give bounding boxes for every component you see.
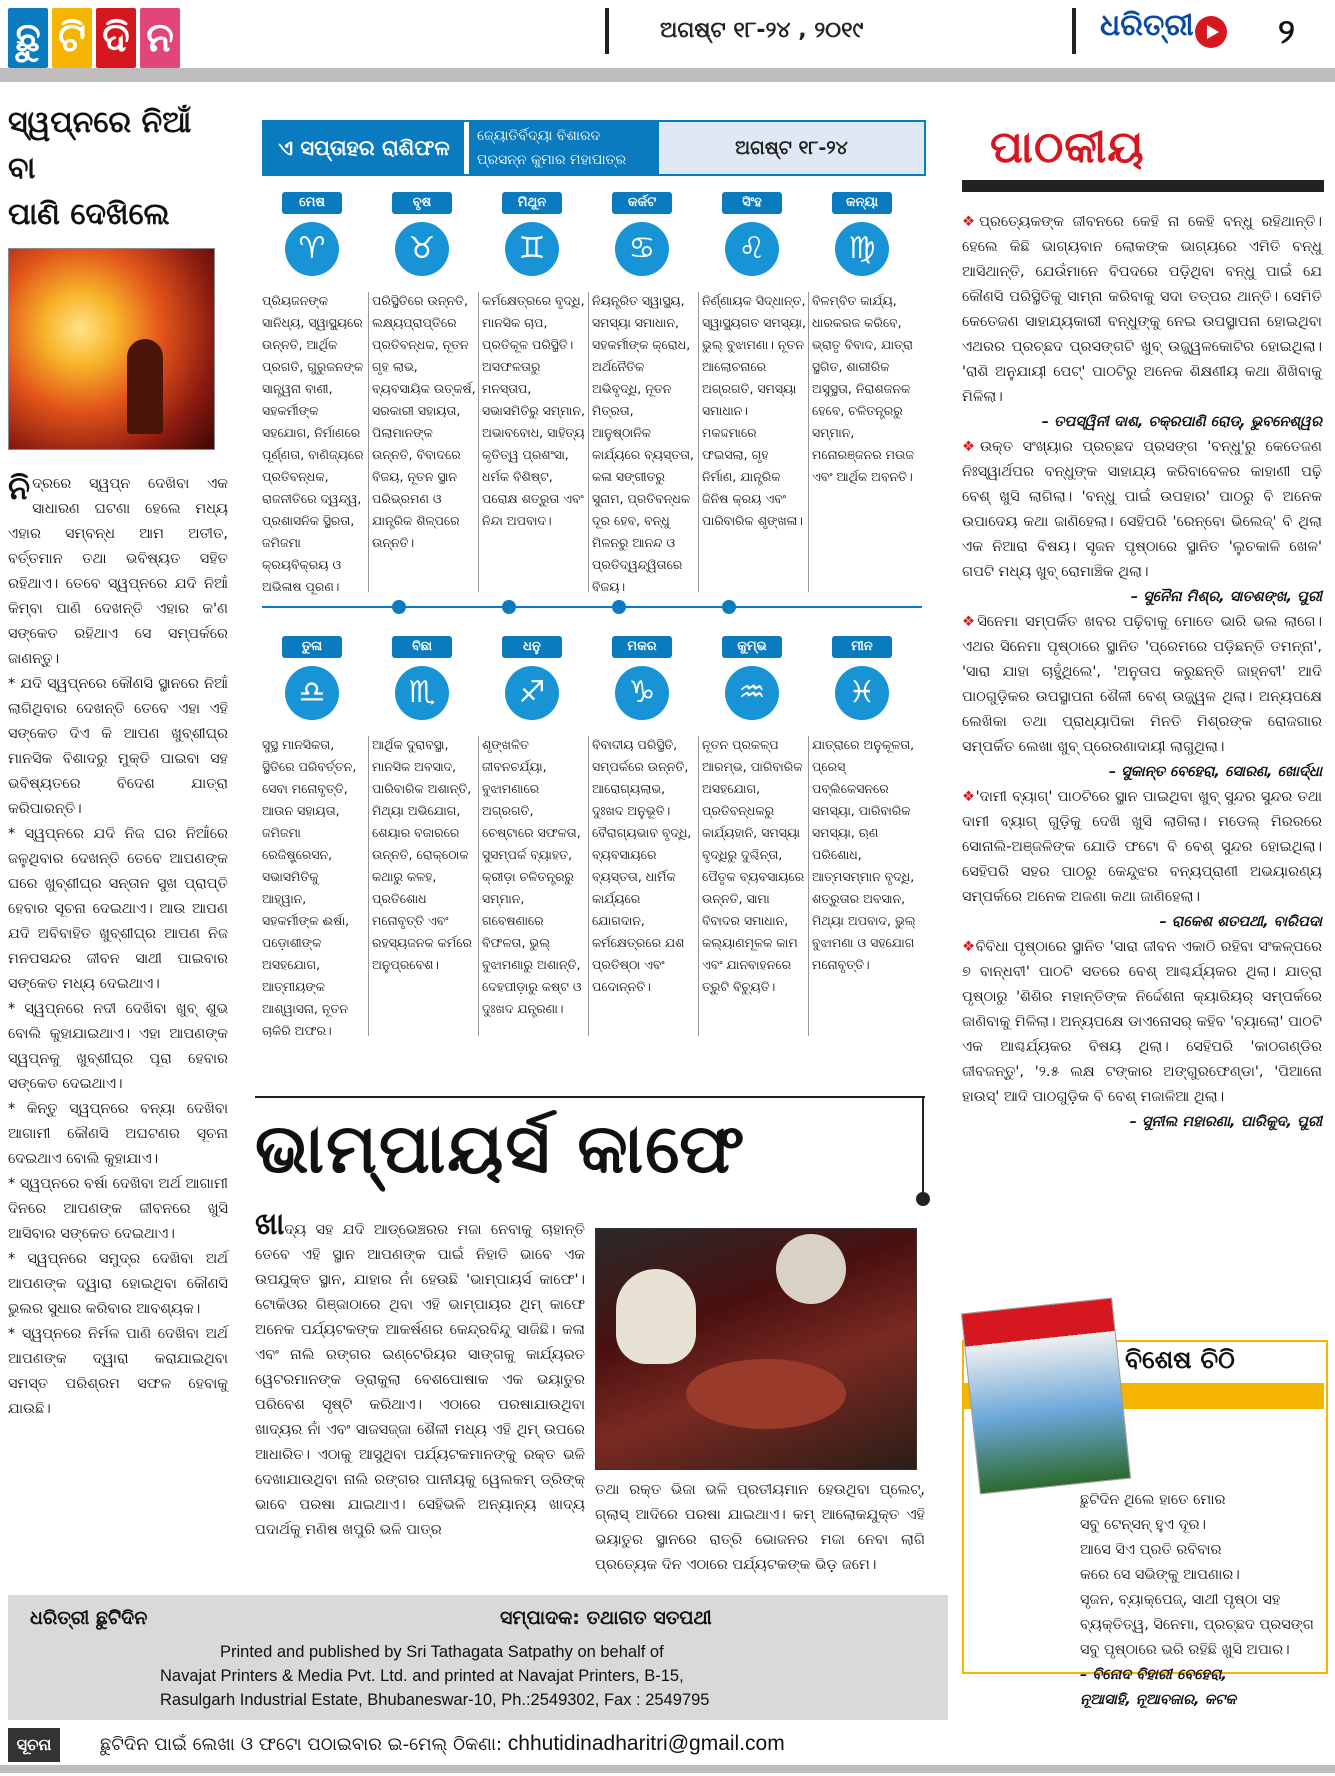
poem-line: କରେ ସେ ସଭିଙ୍କୁ ଆପଣାର। bbox=[1080, 1567, 1240, 1583]
zodiac-symbol-icon: ♍ bbox=[835, 222, 889, 276]
divider bbox=[255, 1096, 925, 1098]
notice-label: ସୂଚନା bbox=[8, 1728, 60, 1762]
letter-signature: – ତପସ୍ୱିନୀ ଦାଶ, ଚକ୍ରପାଣି ରୋଡ୍, ଭୁବନେଶ୍ୱର bbox=[1041, 414, 1322, 430]
zodiac-name: ମୀନ bbox=[832, 636, 892, 658]
letter-item: ❖ବିବିଧା ପୃଷ୍ଠାରେ ସ୍ଥାନିତ 'ସାରା ଜୀବନ ଏକାଠି ରହିବା ସଂକଳ୍ପରେ ୭ ବାନ୍ଧବୀ' ପାଠଟି ସତରେ ବେଶ୍ ଆଶ୍ଚର୍ଯ୍ୟକର ଥିଲା। ଯାତ୍ରା ପୃଷ୍ଠାରୁ 'ଶିଶିର ମହାନ୍ତିଙ୍କ ନିର୍ଦ୍ଦେଶନା କ୍ୟାରିୟର୍ ସମ୍ପର୍କରେ ଜାଣିବାକୁ ମିଳିଲା। ଅନ୍ୟପକ୍ଷେ ଡାଏନୋସର୍ କହିବ 'ବ୍ୟାଲୋ' ପାଠଟି ଏକ ଆଶ୍ଚର୍ଯ୍ୟକର ବିଷୟ ଥିଲା। ସେହିପରି 'କାଠଗଣ୍ଡିର ଜୀବଜନ୍ତୁ', '୨.୫ ଲକ୍ଷ ଟଙ୍କାର ଅଙ୍ଗୁରଫେଣ୍ଡା', 'ପିଆନୋ ହାଉସ୍' ଆଦି ପାଠଗୁଡ଼ିକ ବି ବେଶ୍ ମଜାଳିଆ ଥିଲା। – ସୁନୀଲ ମହାରଣା, ପାରିକୁଦ, ପୁରୀ bbox=[962, 935, 1322, 1135]
zodiac-forecast: ବିବାଦୀୟ ପରିସ୍ଥିତି, ସମ୍ପର୍କରେ ଉନ୍ନତି, ଆରୋଗ୍ୟଲାଭ, ଦୁଃଖଦ ଅନୁଭୂତି। ବୈରାଗ୍ୟଭାବ ବୃଦ୍ଧି, ବ୍ୟବସାୟରେ ବ୍ୟସ୍ତତା, ଧାର୍ମିକ କାର୍ଯ୍ୟରେ ଯୋଗଦାନ, କର୍ମକ୍ଷେତ୍ରରେ ଯଶ ପ୍ରତିଷ୍ଠା ଏବଂ ପଦୋନ୍ନତି। bbox=[592, 737, 692, 994]
dropcap: ନି bbox=[8, 469, 31, 507]
zodiac-forecast: ପରିସ୍ଥିତିରେ ଉନ୍ନତି, ଲକ୍ଷ୍ୟପ୍ରାପ୍ତିରେ ପ୍ରତିବନ୍ଧକ, ନୂତନ ଗୃହ ଲାଭ, ବ୍ୟବସାୟିକ ଉତ୍କର୍ଷ, ସରକାରୀ ସହାୟତା, ପିଲାମାନଙ୍କ ଉନ୍ନତି, ବିବାଦରେ ବିଜୟ, ନୂତନ ସ୍ଥାନ ପରିଭ୍ରମଣ ଓ ଯାନ୍ତ୍ରିକ ଶିଳ୍ପରେ ଉନ୍ନତି। bbox=[372, 293, 476, 550]
horoscope-author bbox=[469, 122, 659, 174]
letter-item: ❖ସିନେମା ସମ୍ପର୍କିତ ଖବର ପଢ଼ିବାକୁ ମୋତେ ଭାରି ଭଲ ଲାଗେ। ଏଥର ସିନେମା ପୃଷ୍ଠାରେ ସ୍ଥାନିତ 'ପ୍ରେମରେ ପଡ଼ିଛନ୍ତି ତମନ୍ନା', 'ସାରା ଯାହା ଚାହୁଁଥିଲେ', 'ଅନୁତାପ କରୁଛନ୍ତି ଜାହ୍ନବୀ' ଆଦି ପାଠଗୁଡ଼ିକର ଉପସ୍ଥାପନା ଶୈଳୀ ବେଶ୍ ଉଜ୍ଜ୍ୱଳ ଥିଲା। ଅନ୍ୟପକ୍ଷେ ଲେଖିକା ତଥା ପ୍ରାଧ୍ୟାପିକା ମିନତି ମିଶ୍ରଙ୍କ ରୋଜଗାର ସମ୍ପର୍କିତ ଲେଖା ଖୁବ୍ ପ୍ରେରଣାଦାୟୀ ଲାଗୁଥିଲା। – ସୁକାନ୍ତ ବେହେରା, ସୋରଣ, ଖୋର୍ଦ୍ଧା bbox=[962, 610, 1322, 785]
paragraph: * ସ୍ୱପ୍ନରେ ବର୍ଷା ଦେଖିବା ଅର୍ଥ ଆଗାମୀ ଦିନରେ ଆପଣଙ୍କ ଜୀବନରେ ଖୁସି ଆସିବାର ସଙ୍କେତ ଦେଇଥାଏ। bbox=[8, 1176, 228, 1242]
zodiac-symbol-icon: ♋ bbox=[615, 222, 669, 276]
zodiac-name: ବୃଷ bbox=[392, 192, 452, 214]
magazine-cover-image bbox=[961, 1298, 1131, 1495]
poem-signature: – ବିନୋଦ ବିହାରୀ ବେହେରା, bbox=[1080, 1667, 1227, 1683]
special-letter-poem bbox=[1080, 1488, 1320, 1713]
section-rule bbox=[962, 180, 1324, 192]
divider bbox=[605, 8, 609, 54]
issue-date: ଅଗଷ୍ଟ ୧୮-୨୪ , ୨୦୧୯ bbox=[660, 18, 864, 43]
notice-text: ଛୁଟିଦିନ ପାଇଁ ଲେଖା ଓ ଫଟୋ ପଠାଇବାର ଇ-ମେଲ୍ ଠିକଣା: chhutidinadharitri@gmail.com bbox=[100, 1732, 785, 1755]
horoscope-title: ଏ ସପ୍ତାହର ରାଶିଫଳ bbox=[264, 122, 464, 174]
diamond-bullet-icon: ❖ bbox=[962, 789, 976, 805]
imprint-line: Printed and published by Sri Tathagata Satpathy on behalf of bbox=[220, 1643, 664, 1661]
brand-logo: ଧରିତ୍ରୀ bbox=[1100, 8, 1194, 43]
zodiac-forecast: ବିଳମ୍ବିତ କାର୍ଯ୍ୟ, ଧାରକରଜ କରିବେ, ଭ୍ରାତୃ ବିବାଦ, ଯାତ୍ରା ସ୍ଥଗିତ, ଶାରୀରିକ ଅସୁସ୍ଥତା, ନିରାଶଜନକ ହେବେ, ଚଳିତନ୍ତ୍ରରୁ ସମ୍ମାନ, ମନୋରଞ୍ଜନର ମଉଜ ଏବଂ ଆର୍ଥିକ ଅବନତି। bbox=[812, 293, 915, 484]
letter-signature: – ସୁକାନ୍ତ ବେହେରା, ସୋରଣ, ଖୋର୍ଦ୍ଧା bbox=[1108, 764, 1322, 780]
author-line: ଜ୍ୟୋତିର୍ବିଦ୍ୟା ବିଶାରଦ bbox=[477, 128, 601, 144]
imprint-title: ଧରିତ୍ରୀ ଛୁଟିଦିନ bbox=[30, 1607, 148, 1629]
column-divider bbox=[588, 736, 589, 1036]
zodiac-symbol-icon: ♈ bbox=[285, 222, 339, 276]
separator-dot bbox=[502, 600, 516, 614]
article-body bbox=[8, 469, 228, 1422]
skull-shape bbox=[776, 1234, 846, 1304]
column-divider bbox=[368, 736, 369, 1036]
fire-figure-illustration bbox=[8, 248, 215, 450]
zodiac-name: ମେଷ bbox=[282, 192, 342, 214]
imprint-line: Navajat Printers & Media Pvt. Ltd. and printed at Navajat Printers, B-15, bbox=[160, 1667, 684, 1685]
horoscope-date: ଅଗଷ୍ଟ ୧୮-୨୪ bbox=[659, 122, 924, 174]
dropcap: ଖା bbox=[255, 1207, 285, 1242]
divider bbox=[922, 1096, 924, 1196]
zodiac-symbol-icon: ♓ bbox=[835, 666, 889, 720]
column-divider bbox=[698, 292, 699, 592]
letters-title: ପାଠକୀୟ bbox=[990, 122, 1145, 173]
zodiac-name: କନ୍ୟା bbox=[832, 192, 892, 214]
paragraph: * ଯଦି ସ୍ୱପ୍ନରେ କୌଣସି ସ୍ଥାନରେ ନିଆଁ ଲାଗିଥିବାର ଦେଖନ୍ତି ତେବେ ଏହା ଏହି ସଙ୍କେତ ଦିଏ କି ଆପଣ ଖୁବ୍‌ଶୀଘ୍ର ମାନସିକ ବିଶାଦରୁ ମୁକ୍ତି ପାଇବା ସହ ଭବିଷ୍ୟତରେ ବିଦେଶ ଯାତ୍ରା କରିପାରନ୍ତି। bbox=[8, 676, 228, 817]
zodiac-symbol-icon: ♐ bbox=[505, 666, 559, 720]
separator-dot bbox=[612, 600, 626, 614]
letter-signature: – ରାକେଶ ଶତପଥୀ, ବାରିପଦା bbox=[1159, 914, 1322, 930]
poem-line: ସୃଜନ, ବ୍ୟାକ୍‌ପେଜ୍, ସାଥୀ ପୃଷ୍ଠା ସହ bbox=[1080, 1592, 1281, 1608]
special-letter-title: ବିଶେଷ ଚିଠି bbox=[1125, 1345, 1235, 1374]
logo-letter: ଛୁ bbox=[8, 8, 48, 68]
logo-letter: ନ bbox=[140, 8, 180, 68]
column-divider bbox=[478, 292, 479, 592]
paragraph: * ସ୍ୱପ୍ନରେ ନଦୀ ଦେଖିବା ଖୁବ୍ ଶୁଭ ବୋଲି କୁହାଯାଇଥାଏ। ଏହା ଆପଣଙ୍କ ସ୍ୱପ୍ନକୁ ଖୁବ୍‌ଶୀଘ୍ର ପୂରା ହେବାର ସଙ୍କେତ ଦେଇଥାଏ। bbox=[8, 1001, 228, 1092]
skull-shape bbox=[616, 1269, 696, 1364]
food-plate bbox=[686, 1359, 846, 1429]
zodiac-name: ସିଂହ bbox=[722, 192, 782, 214]
paragraph: * ସ୍ୱପ୍ନରେ ନିର୍ମଳ ପାଣି ଦେଖିବା ଅର୍ଥ ଆପଣଙ୍କ ଦ୍ୱାରା କରାଯାଇଥିବା ସମସ୍ତ ପରିଶ୍ରମ ସଫଳ ହେବାକୁ ଯାଉଛି। bbox=[8, 1326, 228, 1417]
zodiac-symbol-icon: ♊ bbox=[505, 222, 559, 276]
zodiac-symbol-icon: ♎ bbox=[285, 666, 339, 720]
paragraph: * କିନ୍ତୁ ସ୍ୱପ୍ନରେ ବନ୍ୟା ଦେଖିବା ଆଗାମୀ କୌଣସି ଅଘଟଣର ସୂଚନା ଦେଇଥାଏ ବୋଲି କୁହାଯାଏ। bbox=[8, 1101, 228, 1167]
diamond-bullet-icon: ❖ bbox=[962, 614, 978, 630]
letter-signature: – ସୁନୀଲ ମହାରଣା, ପାରିକୁଦ, ପୁରୀ bbox=[1129, 1114, 1322, 1130]
poem-line: ସବୁ ପୃଷ୍ଠାରେ ଭରି ରହିଛି ଖୁସି ଅପାର। bbox=[1080, 1642, 1290, 1658]
zodiac-forecast: ଆର୍ଥିକ ଦୁରାବସ୍ଥା, ମାନସିକ ଅବସାଦ, ପାରିବାରିକ ଅଶାନ୍ତି, ମିଥ୍ୟା ଅଭିଯୋଗ, ଶେୟାର ବଜାରରେ ଉନ୍ନତି, ରୋକ୍‌ଠୋକ କଥାରୁ କଳହ, ପ୍ରତିଶୋଧ ମନୋବୃତ୍ତି ଏବଂ ରହସ୍ୟଜନକ କର୍ମରେ ଅନୁପ୍ରବେଶ। bbox=[372, 737, 473, 972]
letter-item: ❖ପ୍ରତ୍ୟେକଙ୍କ ଜୀବନରେ କେହି ନା କେହି ବନ୍ଧୁ ରହିଥାନ୍ତି। ହେଲେ କିଛି ଭାଗ୍ୟବାନ ଲୋକଙ୍କ ଭାଗ୍ୟରେ ଏମିତି ବନ୍ଧୁ ଆସିଥାନ୍ତି, ଯେଉଁମାନେ ବିପଦରେ ପଡ଼ିଥିବା ବନ୍ଧୁ ପାଇଁ ଯେ କୌଣସି ପରିସ୍ଥିତିକୁ ସାମ୍ନା କରିବାକୁ ସଦା ତତ୍ପର ଥାନ୍ତି। ସେମିତି କେତେଜଣ ସାହାଯ୍ୟକାରୀ ବନ୍ଧୁଙ୍କୁ ନେଇ ଉପସ୍ଥାପନା ହୋଇଥିବା ଏଥରର ପ୍ରଚ୍ଛଦ ପ୍ରସଙ୍ଗଟି ଖୁବ୍ ଉଜ୍ଜ୍ୱଳକୋଟିର ହୋଇଥିଲା। 'ରାଶି ଅନୁଯାୟୀ ପେଟ୍' ପାଠଟିରୁ ଅନେକ ଶିକ୍ଷଣୀୟ କଥା ଶିଖିବାକୁ ମିଳିଲା। – ତପସ୍ୱିନୀ ଦାଶ, ଚକ୍ରପାଣି ରୋଡ୍, ଭୁବନେଶ୍ୱର bbox=[962, 210, 1322, 435]
poem-signature: ନୂଆସାହି, ନୂଆବଜାର, କଟକ bbox=[1080, 1692, 1237, 1708]
imprint-editor: ସମ୍ପାଦକ: ତଥାଗତ ସତପଥୀ bbox=[500, 1607, 712, 1629]
dream-article bbox=[8, 100, 228, 1575]
bullet-dot bbox=[916, 1192, 930, 1206]
column-divider bbox=[808, 292, 809, 592]
zodiac-name: ମକର bbox=[612, 636, 672, 658]
zodiac-symbol-icon: ♏ bbox=[395, 666, 449, 720]
zodiac-forecast: ନୂତନ ପ୍ରକଳ୍ପ ଆରମ୍ଭ, ପାରିବାରିକ ଅସହଯୋଗ, ପ୍ରତିବନ୍ଧକରୁ କାର୍ଯ୍ୟହାନି, ସମସ୍ୟା ବୃଦ୍ଧିରୁ ଦୁଶ୍ଚିନ୍ତା, ପୈତୃକ ବ୍ୟବସାୟରେ ଉନ୍ନତି, ସାମା ବିବାଦର ସମାଧାନ, କଲ୍ୟାଣମୂଳକ କାମ ଏବଂ ଯାନବାହନରେ ତ୍ରୁଟି ବିଚ୍ୟୁତି। bbox=[702, 737, 805, 994]
logo-letter: ଟି bbox=[52, 8, 92, 68]
logo-letter: ଦି bbox=[96, 8, 136, 68]
cafe-body: ତଥା ରକ୍ତ ଭିଜା ଭଳି ପ୍ରତୀୟମାନ ହେଉଥିବା ପ୍ଲେଟ୍, ଗ୍ଲାସ୍ ଆଦିରେ ପରଷା ଯାଇଥାଏ। କମ୍ ଆଲୋକଯୁକ୍ତ ଏହି ଭୟାତୁର ସ୍ଥାନରେ ରାତ୍ରି ଭୋଜନର ମଜା ନେବା ଲାଗି ପ୍ରତ୍ୟେକ ଦିନ ଏଠାରେ ପର୍ଯ୍ୟଟକଙ୍କ ଭିଡ଼ ଜମେ। bbox=[595, 1482, 925, 1573]
zodiac-forecast: ସୁସ୍ଥ ମାନସିକତା, ସ୍ଥିତିରେ ପରିବର୍ତ୍ତନ, ସେବା ମନୋବୃତ୍ତି, ଆଉନ ସହାୟତା, ଜମିଜମା ରେଜିଷ୍ଟ୍ରେସନ, ସଭାସମିତିକୁ ଆହ୍ୱାନ, ସହକର୍ମୀଙ୍କ ଈର୍ଷା, ପଡ଼ୋଶୀଙ୍କ ଅସହଯୋଗ, ଆତ୍ମୀୟଙ୍କ ଆଶ୍ୱାସନା, ନୂତନ ଚାକିରି ଅଫର। bbox=[262, 737, 357, 1038]
zodiac-forecast: ଶୃଙ୍ଖଳିତ ଜୀବନଚର୍ଯ୍ୟା, ବୁଝାମଣାରେ ଅଗ୍ରଗତି, ଚେଷ୍ଟାରେ ସଫଳତା, ସୁସମ୍ପର୍କ ବ୍ୟାହତ, କ୍ରୀଡ଼ା ଚଳିତନ୍ତ୍ରରୁ ସମ୍ମାନ, ଗବେଷଣାରେ ବିଫଳତା, ଭୁଲ୍ ବୁଝାମଣାରୁ ଅଶାନ୍ତି, ଦେହପୀଡ଼ାରୁ କଷ୍ଟ ଓ ଦୁଃଖଦ ଯନ୍ତ୍ରଣା। bbox=[482, 737, 582, 1016]
zodiac-forecast: ପ୍ରିୟଜନଙ୍କ ସାନିଧ୍ୟ, ସ୍ୱାସ୍ଥ୍ୟରେ ଉନ୍ନତି, ଆର୍ଥିକ ପ୍ରଗତି, ଗୁରୁଜନଙ୍କ ସାନ୍ତ୍ୱନା ବାଣୀ, ସହକର୍ମୀଙ୍କ ସହଯୋଗ, ନିର୍ମାଣରେ ପୂର୍ଣ୍ଣତା, ବାଣିଜ୍ୟରେ ପ୍ରତିବନ୍ଧକ, ରାଜନୀତିରେ ଦ୍ୱନ୍ଦ୍ୱ, ପ୍ରଶାସନିକ ସ୍ଥିରତା, ଜମିଜମା କ୍ରୟବିକ୍ରୟ ଓ ଅଭିଳାଷ ପୂରଣ। bbox=[262, 293, 364, 594]
email-link[interactable]: chhutidinadharitri@gmail.com bbox=[507, 1732, 785, 1755]
cafe-body: ଖାଦ୍ୟ ସହ ଯଦି ଆଡ୍‌ଭେଞ୍ଚରର ମଜା ନେବାକୁ ଚାହାନ୍ତି ତେବେ ଏହି ସ୍ଥାନ ଆପଣଙ୍କ ପାଇଁ ନିହାତି ଭାବେ ଏକ ଉପଯୁକ୍ତ ସ୍ଥାନ, ଯାହାର ନାଁ ହେଉଛି 'ଭାମ୍ପାୟର୍ସ କାଫେ'। ଟୋକିଓର ଗିଞ୍ଜାଠାରେ ଥିବା ଏହି ଭାମ୍ପାୟର ଥିମ୍ କାଫେ ଅନେକ ପର୍ଯ୍ୟଟକଙ୍କ ଆକର୍ଷଣର କେନ୍ଦ୍ରବିନ୍ଦୁ ସାଜିଛି। କଳା ଏବଂ ନାଲି ରଙ୍ଗର ଇଣ୍ଟେରିୟର ସାଙ୍ଗକୁ କାର୍ଯ୍ୟରତ ୱେଟରମାନଙ୍କ ଡ୍ରାକୁଲା ବେଶପୋଷାକ ଏକ ଭୟାତୁର ପରିବେଶ ସୃଷ୍ଟି କରିଥାଏ। ଏଠାରେ ପରଷାଯାଉଥିବା ଖାଦ୍ୟର ନାଁ ଏବଂ ସାଜସଜ୍ଜା ଶୈଳୀ ମଧ୍ୟ ଏହି ଥିମ୍ ଉପରେ ଆଧାରିତ। ଏଠାକୁ ଆସୁଥିବା ପର୍ଯ୍ୟଟକମାନଙ୍କୁ ରକ୍ତ ଭଳି ଦେଖାଯାଉଥିବା ନାଲି ରଙ୍ଗର ପାନୀୟକୁ ୱେଲକମ୍ ଡ୍ରିଙ୍କ୍ ଭାବେ ପରଷା ଯାଇଥାଏ। ସେହିଭଳି ଅନ୍ୟାନ୍ୟ ଖାଦ୍ୟ ପଦାର୍ଥକୁ ମଣିଷ ଖପୁରି ଭଳି ପାତ୍ର bbox=[255, 1207, 585, 1538]
top-rule bbox=[0, 68, 1335, 82]
separator-dot bbox=[722, 600, 736, 614]
headline-line: ପାଣି ଦେଖିଲେ bbox=[8, 197, 170, 232]
zodiac-name: କର୍କଟ bbox=[612, 192, 672, 214]
zodiac-symbol-icon: ♌ bbox=[725, 222, 779, 276]
zodiac-forecast: ନିର୍ଣ୍ଣାୟକ ସିଦ୍ଧାନ୍ତ, ସ୍ୱାସ୍ଥ୍ୟଗତ ସମସ୍ୟା, ଭୁଲ୍ ବୁଝାମଣା। ନୂତନ ଆଲୋଚନାରେ ଅଗ୍ରଗତି, ସମସ୍ୟା ସମାଧାନ। ମକଦ୍ଦମାରେ ଫଇସଲା, ଗୃହ ନିର୍ମାଣ, ଯାନ୍ତ୍ରିକ ଜିନିଷ କ୍ରୟ ଏବଂ ପାରିବାରିକ ଶୃଙ୍ଖଳା। bbox=[702, 293, 806, 528]
poem-line: ଛୁଟିଦିନ ଥିଲେ ହାତେ ମୋର bbox=[1080, 1492, 1226, 1508]
zodiac-name: ମିଥୁନ bbox=[502, 192, 562, 214]
paragraph: ନିଦ୍ରରେ ସ୍ୱପ୍ନ ଦେଖିବା ଏକ ସାଧାରଣ ଘଟଣା ହେଲେ ମଧ୍ୟ ଏହାର ସମ୍ବନ୍ଧ ଆମ ଅତୀତ, ବର୍ତ୍ତମାନ ତଥା ଭବିଷ୍ୟତ ସହିତ ରହିଥାଏ। ତେବେ ସ୍ୱପ୍ନରେ ଯଦି ନିଆଁ କିମ୍ବା ପାଣି ଦେଖନ୍ତି ଏହାର କ'ଣ ସଙ୍କେତ ରହିଥାଏ ସେ ସମ୍ପର୍କରେ ଜାଣନ୍ତୁ। bbox=[8, 469, 228, 667]
diamond-bullet-icon: ❖ bbox=[962, 214, 980, 230]
headline-line: ସ୍ୱପ୍ନରେ ନିଆଁ ବା bbox=[8, 105, 192, 186]
column-divider bbox=[478, 736, 479, 1036]
paragraph: * ସ୍ୱପ୍ନରେ ସମୁଦ୍ର ଦେଖିବା ଅର୍ଥ ଆପଣଙ୍କ ଦ୍ୱାରା ହୋଇଥିବା କୌଣସି ଭୁଲର ସୁଧାର କରିବାର ଆବଶ୍ୟକ। bbox=[8, 1251, 228, 1317]
zodiac-forecast: ନିୟନ୍ତ୍ରିତ ସ୍ୱାସ୍ଥ୍ୟ, ସମସ୍ୟା ସମାଧାନ, ସହକର୍ମୀଙ୍କ କ୍ରୋଧ, ଅର୍ଥନୈତିକ ଅଭିବୃଦ୍ଧି, ନୂତନ ମିତ୍ରତା, ଆନୁଷ୍ଠାନିକ କାର୍ଯ୍ୟରେ ବ୍ୟସ୍ତତା, କଳା ସଙ୍ଗୀତରୁ ସୁନାମ, ପ୍ରତିବନ୍ଧକ ଦୂର ହେବ, ବନ୍ଧୁ ମିଳନରୁ ଆନନ୍ଦ ଓ ପ୍ରତିଦ୍ୱନ୍ଦ୍ୱିତାରେ ବିଜୟ। bbox=[592, 293, 695, 594]
zodiac-name: କୁମ୍ଭ bbox=[722, 636, 782, 658]
zodiac-symbol-icon: ♉ bbox=[395, 222, 449, 276]
poem-line: ସବୁ ଟେନ୍‌ସନ୍ ହୁଏ ଦୂର। bbox=[1080, 1517, 1207, 1533]
divider bbox=[1072, 8, 1076, 54]
diamond-bullet-icon: ❖ bbox=[962, 939, 976, 955]
zodiac-name: ତୁଳା bbox=[282, 636, 342, 658]
imprint-text bbox=[160, 1640, 800, 1712]
letter-item: ❖'ଦାମୀ ବ୍ୟାଗ୍' ପାଠଟିରେ ସ୍ଥାନ ପାଇଥିବା ଖୁବ୍ ସୁନ୍ଦର ସୁନ୍ଦର ତଥା ଦାମୀ ବ୍ୟାଗ୍ ଗୁଡ଼ିକୁ ଦେଖି ଖୁସି ଲାଗିଲା। ମଡେଲ୍ ମିରରରେ ସୋନାଲି-ଅଞ୍ଜଳିଙ୍କ ଯୋଡି ଫଟୋ ବି ବେଶ୍ ସୁନ୍ଦର ହୋଇଥିଲା। ସେହିପରି ସହର ପାଠରୁ କେନ୍ଦୁଝର ବନ୍ୟପ୍ରାଣୀ ଅଭୟାରଣ୍ୟ ସମ୍ପର୍କରେ ଅନେକ ଅଜଣା କଥା ଜାଣିହେଲା। – ରାକେଶ ଶତପଥୀ, ବାରିପଦା bbox=[962, 785, 1322, 935]
row-separator bbox=[262, 606, 922, 608]
poem-line: ବ୍ୟକ୍ତିତ୍ୱ, ସିନେମା, ପ୍ରଚ୍ଛଦ ପ୍ରସଙ୍ଗ bbox=[1080, 1617, 1314, 1633]
cafe-headline: ଭାମ୍ପାୟର୍ସ କାଫେ bbox=[255, 1110, 747, 1189]
cafe-photo bbox=[595, 1228, 917, 1470]
masthead bbox=[0, 0, 1335, 70]
column-divider bbox=[808, 736, 809, 1036]
zodiac-forecast: ଯାତ୍ରାରେ ଅନୁକୂଳତା, ପ୍ରେସ୍ ପବ୍ଲିକେସନରେ ସମସ୍ୟା, ପାରିବାରିକ ସମସ୍ୟା, ଋଣ ପରିଶୋଧ, ଆତ୍ମସମ୍ମାନ ବୃଦ୍ଧି, ଶତ୍ରୁତାର ଅବସାନ, ମିଥ୍ୟା ଅପବାଦ, ଭୁଲ୍ ବୁଝାମଣା ଓ ସହଯୋଗ ମନୋବୃତ୍ତି। bbox=[812, 737, 916, 972]
author-line: ପ୍ରସନ୍ନ କୁମାର ମହାପାତ୍ର bbox=[477, 152, 627, 168]
zodiac-name: ଧନୁ bbox=[502, 636, 562, 658]
column-divider bbox=[588, 292, 589, 592]
bottom-rule bbox=[0, 1765, 1335, 1773]
page-number: ୨ bbox=[1278, 12, 1295, 52]
letter-signature: – ସୁନୈନା ମିଶ୍ର, ସାତଶଙ୍ଖ, ପୁରୀ bbox=[1130, 589, 1322, 605]
zodiac-symbol-icon: ♑ bbox=[615, 666, 669, 720]
imprint-line: Rasulgarh Industrial Estate, Bhubaneswar-10, Ph.:2549302, Fax : 2549795 bbox=[160, 1691, 710, 1709]
column-divider bbox=[368, 292, 369, 592]
poem-line: ଆସେ ସିଏ ପ୍ରତି ରବିବାର bbox=[1080, 1542, 1222, 1558]
paragraph: * ସ୍ୱପ୍ନରେ ଯଦି ନିଜ ଘର ନିଆଁରେ ଜଳୁଥିବାର ଦେଖନ୍ତି ତେବେ ଆପଣଙ୍କ ଘରେ ଖୁବ୍‌ଶୀଘ୍ର ସନ୍ତାନ ସୁଖ ପ୍ରାପ୍ତି ହେବାର ସୂଚନା ଦେଇଥାଏ। ଆଉ ଆପଣ ଯଦି ଅବିବାହିତ ଖୁବ୍‌ଶୀଘ୍ର ଆପଣ ନିଜ ମନପସନ୍ଦର ଜୀବନ ସାଥୀ ପାଇବାର ସଙ୍କେତ ମଧ୍ୟ ଦେଇଥାଏ। bbox=[8, 826, 228, 992]
article-headline bbox=[8, 100, 228, 238]
column-divider bbox=[698, 736, 699, 1036]
horoscope-header bbox=[262, 120, 926, 176]
diamond-bullet-icon: ❖ bbox=[962, 439, 980, 455]
play-icon bbox=[1195, 16, 1227, 48]
letters-list bbox=[962, 210, 1322, 1135]
zodiac-symbol-icon: ♒ bbox=[725, 666, 779, 720]
separator-dot bbox=[392, 600, 406, 614]
zodiac-name: ବିଛା bbox=[392, 636, 452, 658]
figure-silhouette bbox=[127, 339, 163, 434]
zodiac-forecast: କର୍ମକ୍ଷେତ୍ରରେ ବୃଦ୍ଧି, ମାନସିକ ଚାପ, ପ୍ରତିକୂଳ ପରିସ୍ଥିତି। ଅସଫଳତାରୁ ମନସ୍ତାପ, ସଭାସମିତିରୁ ସମ୍ମାନ, ଅଭାବବୋଧ, ସାହିତ୍ୟ କୃତିତ୍ୱ ପ୍ରଶଂସା, ଧର୍ମକ ବିଶିଷ୍ଟ, ପରୋକ୍ଷ ଶତ୍ରୁତା ଏବଂ ନିନ୍ଦା ଅପବାଦ। bbox=[482, 293, 585, 528]
letter-item: ❖ଉକ୍ତ ସଂଖ୍ୟାର ପ୍ରଚ୍ଛଦ ପ୍ରସଙ୍ଗ 'ବନ୍ଧୁ'ରୁ କେତେଜଣ ନିଃସ୍ୱାର୍ଥପର ବନ୍ଧୁଙ୍କ ସାହାଯ୍ୟ କରିବାବେଳର କାହାଣୀ ପଢ଼ି ବେଶ୍ ଖୁସି ଲାଗିଲା। 'ବନ୍ଧୁ ପାଇଁ ଉପହାର' ପାଠରୁ ବି ଅନେକ ଉପାଦେୟ କଥା ଜାଣିହେଲା। ସେହିପରି 'ରେନ୍‌ବୋ ଭିଲେଜ୍' ବି ଥିଲା ଏକ ନିଆରା ବିଷୟ। ସୃଜନ ପୃଷ୍ଠାରେ ସ୍ଥାନିତ 'ଲୁଚକାଳି ଖେଳ' ଗପଟି ମଧ୍ୟ ଖୁବ୍ ରୋମାଞ୍ଚିକ ଥିଲା। – ସୁନୈନା ମିଶ୍ର, ସାତଶଙ୍ଖ, ପୁରୀ bbox=[962, 435, 1322, 610]
